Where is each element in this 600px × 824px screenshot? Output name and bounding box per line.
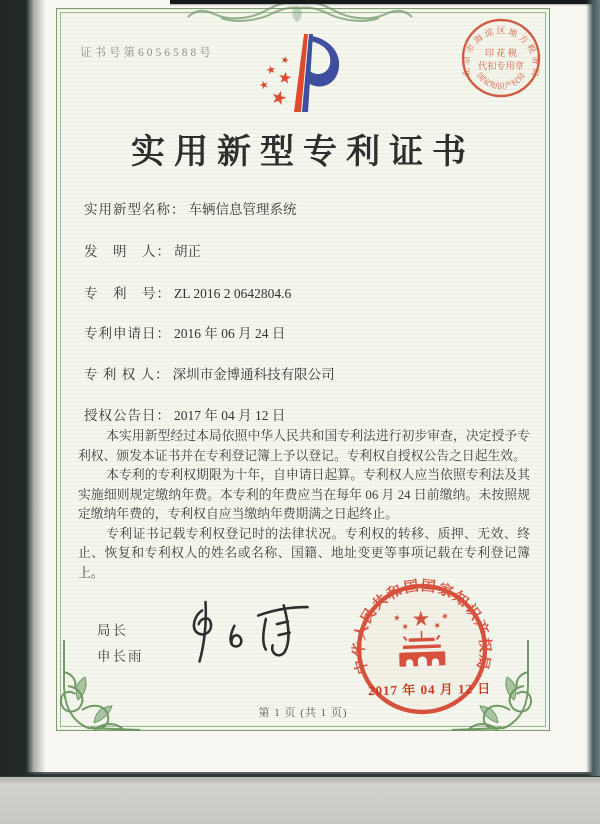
scan-right-dark-band bbox=[586, 0, 600, 776]
signer-name: 申长雨 bbox=[97, 649, 144, 664]
tax-stamp-line1: 印 花 税 bbox=[484, 48, 518, 58]
field-filing-date bbox=[84, 322, 285, 342]
official-seal bbox=[349, 576, 496, 723]
body-paragraph: 本实用新型经过本局依照中华人民共和国专利法进行初步审查，决定授予专利权、颁发本证书并在专利登记簿上予以登记。专利权自授权公告之日起生效。 bbox=[78, 429, 530, 463]
field-grant-date bbox=[84, 404, 285, 424]
field-value: 深圳市金博通科技有限公司 bbox=[172, 367, 335, 382]
field-label: 实用新型名称： bbox=[84, 202, 186, 217]
certificate-title: 实用新型专利证书 bbox=[131, 134, 475, 171]
certificate-body bbox=[78, 427, 530, 583]
signer-block bbox=[97, 618, 144, 670]
field-label: 专利申请日： bbox=[84, 326, 171, 341]
tax-withholding-stamp bbox=[455, 12, 547, 104]
seal-date: 2017 年 04 月 12 日 bbox=[367, 680, 492, 699]
official-seal-ring-text: 中华人民共和国国家知识产权局 bbox=[351, 578, 493, 676]
scan-bottom-paper-edge bbox=[0, 772, 600, 824]
patent-office-logo bbox=[240, 24, 360, 116]
certificate-number: 证书号第6056588号 bbox=[80, 47, 214, 59]
field-inventor bbox=[84, 240, 201, 260]
tax-stamp-line2: 代扣专用章 bbox=[478, 61, 524, 71]
tax-stamp-top-text: 北京市海淀区地方税务局 bbox=[460, 25, 542, 78]
signer-title: 局长 bbox=[97, 623, 128, 638]
logo-stars bbox=[258, 55, 292, 105]
scan-left-dark-band bbox=[0, 0, 48, 776]
body-paragraph: 专利证书记载专利权登记时的法律状况。专利权的转移、质押、无效、终止、恢复和专利权人的姓名或名称、国籍、地址变更等事项记载在专利登记簿上。 bbox=[78, 526, 530, 580]
field-value: 胡正 bbox=[174, 244, 201, 259]
tax-stamp-bottom-text: 国家知识产权局 bbox=[475, 71, 527, 92]
field-value: 2017 年 04 月 12 日 bbox=[174, 408, 286, 423]
field-label: 专 利 权 人： bbox=[84, 367, 170, 382]
field-label: 专 利 号： bbox=[84, 286, 171, 301]
field-label: 发 明 人： bbox=[84, 244, 171, 259]
field-patentee bbox=[84, 363, 335, 383]
body-paragraph: 本专利的专利权期限为十年，自申请日起算。专利权人应当依照专利法及其实施细则规定缴纳年费。本专利的年费应当在每年 06 月 24 日前缴纳。未按照规定缴纳年费的，专利权自应当缴纳年费期满之日起终止。 bbox=[78, 468, 530, 521]
field-value: ZL 2016 2 0642804.6 bbox=[174, 286, 292, 301]
field-patent-number bbox=[84, 282, 291, 302]
page-number: 第 1 页 (共 1 页) bbox=[258, 707, 348, 719]
field-value: 车辆信息管理系统 bbox=[188, 202, 297, 217]
scan-top-dark-line bbox=[170, 0, 600, 6]
field-utility-model-name bbox=[84, 198, 297, 218]
field-value: 2016 年 06 月 24 日 bbox=[174, 326, 286, 341]
commissioner-signature bbox=[180, 596, 316, 670]
field-label: 授权公告日： bbox=[84, 408, 171, 423]
